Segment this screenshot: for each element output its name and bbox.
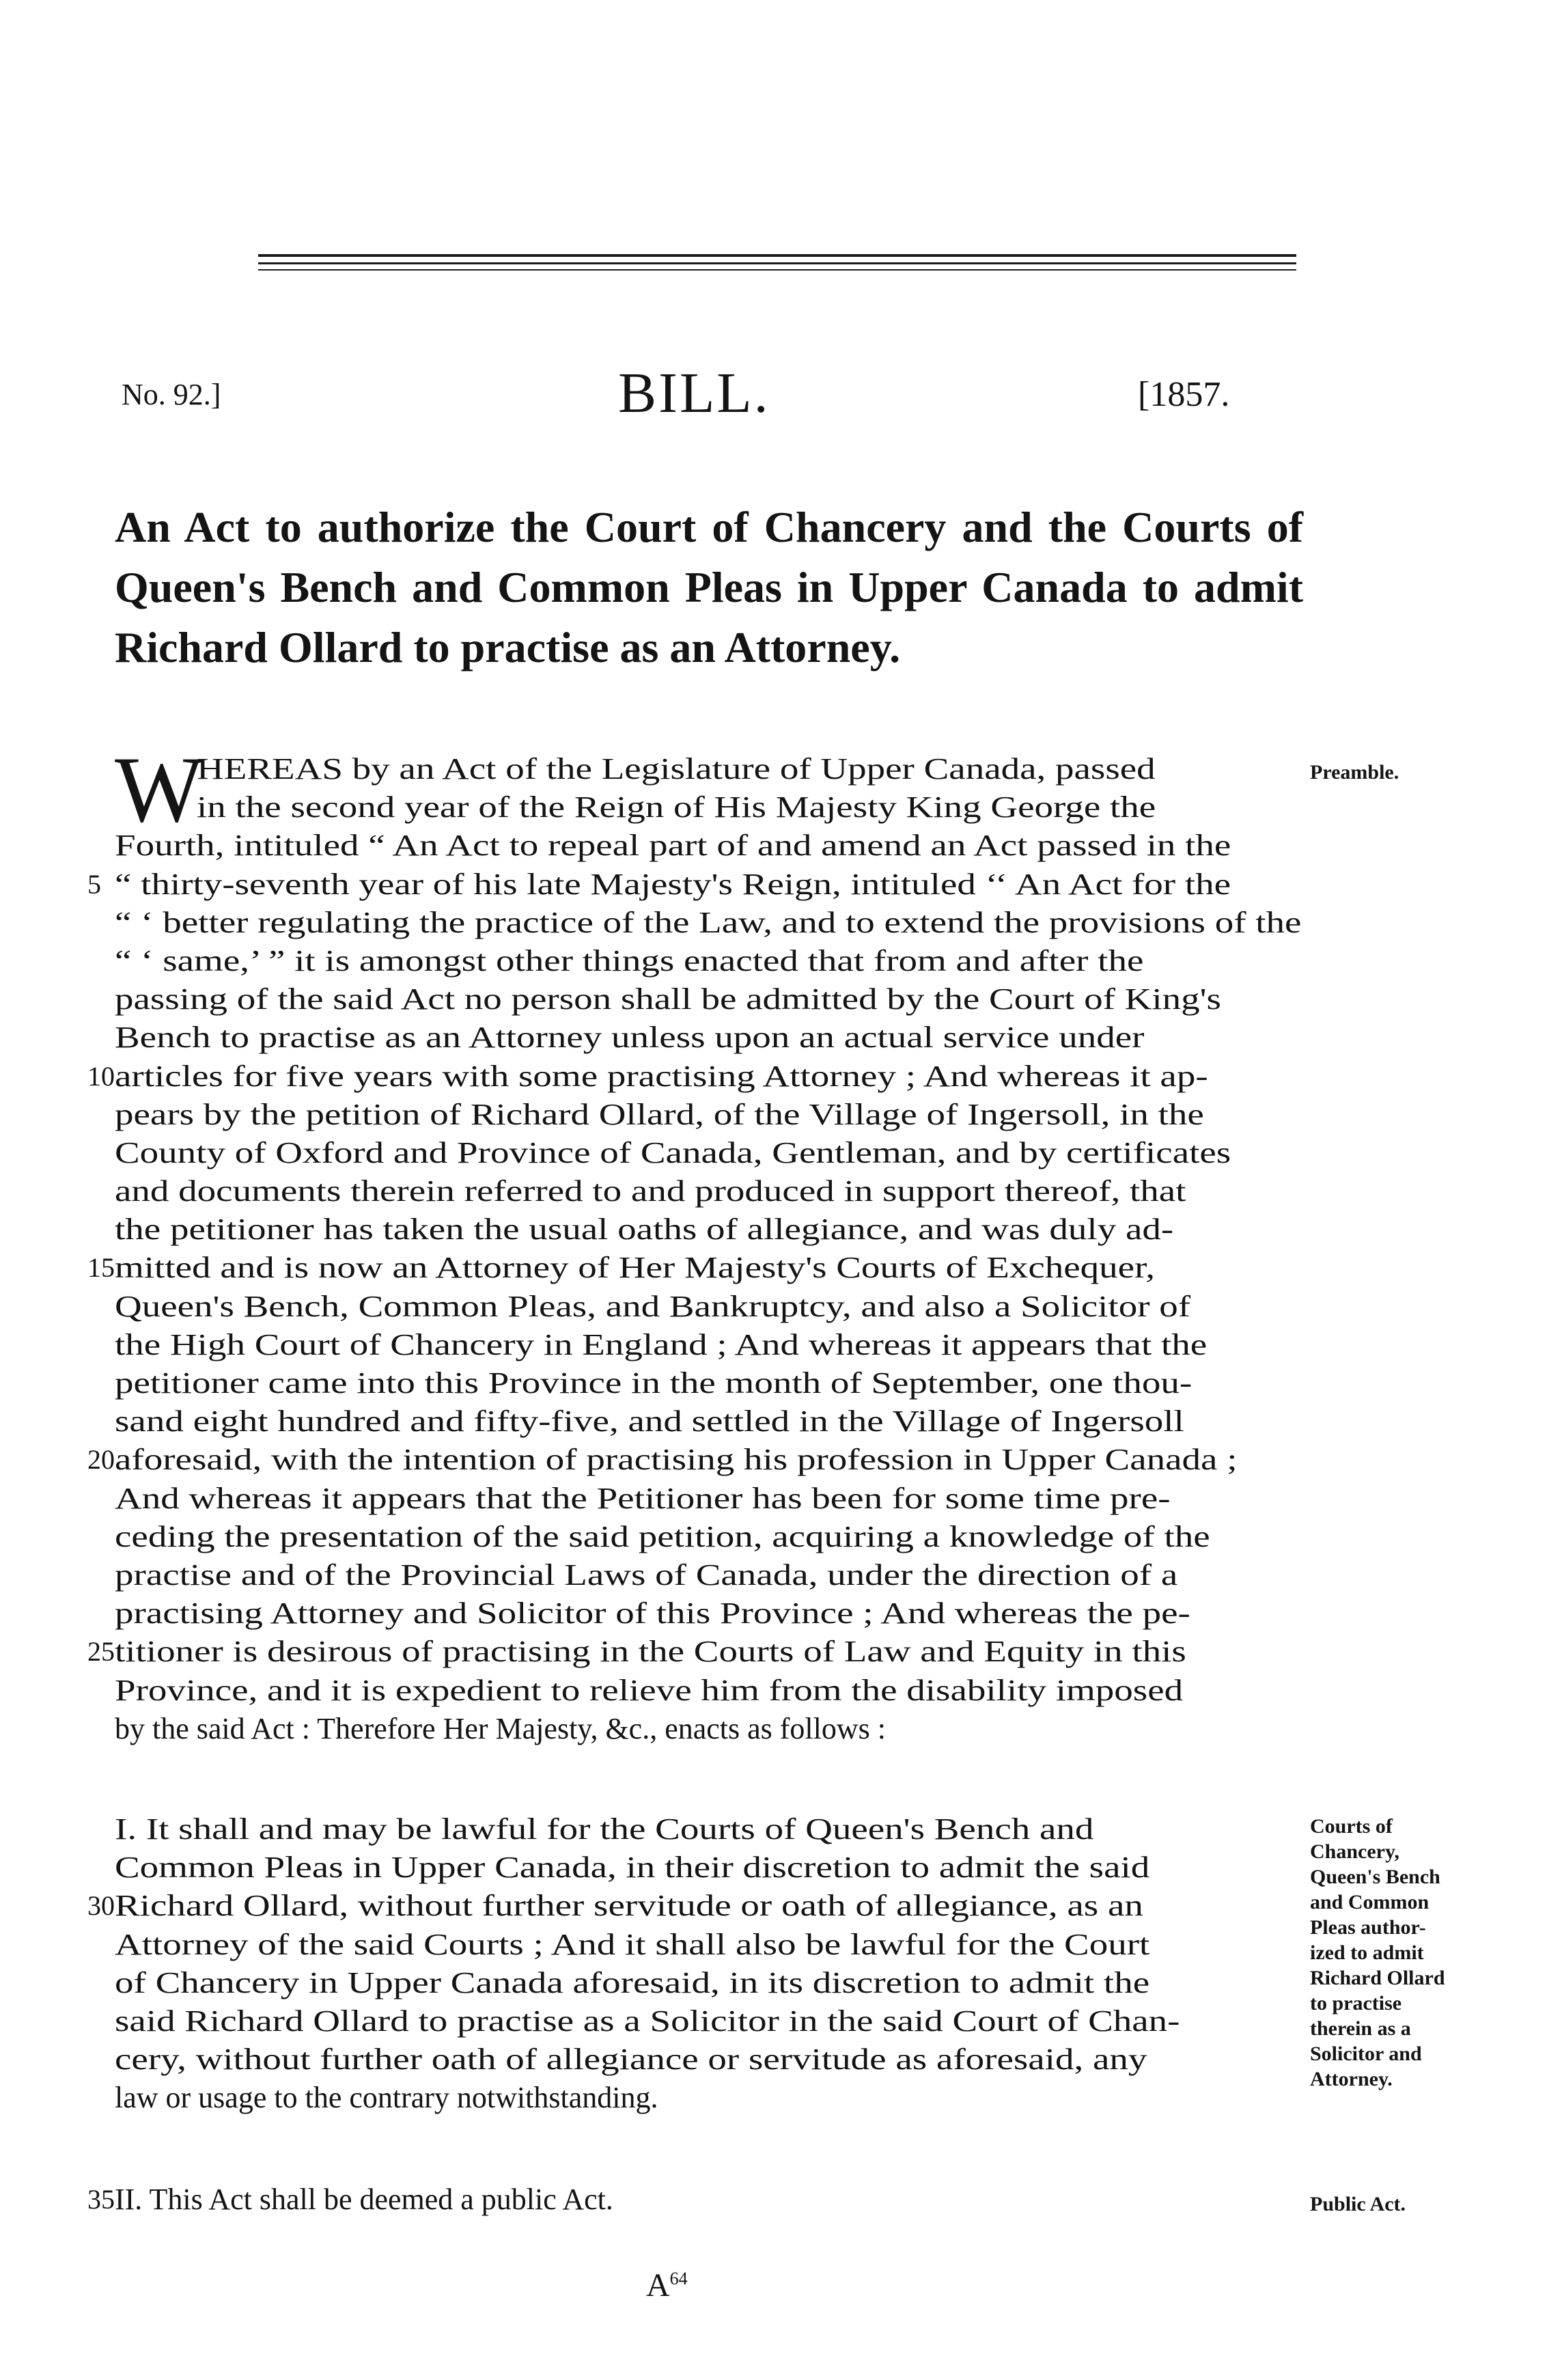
line-text: said Richard Ollard to practise as a Solicitor in the said Court of Chan- xyxy=(115,2004,1180,2038)
line-text: And whereas it appears that the Petitioner has been for some time pre- xyxy=(115,1481,1171,1515)
line-text: the petitioner has taken the usual oaths of allegiance, and was duly ad- xyxy=(115,1213,1174,1247)
preamble-paragraph xyxy=(87,737,1302,1748)
bill-year: [1857. xyxy=(1138,375,1230,414)
section-2-paragraph xyxy=(87,2181,613,2219)
line-number: 5 xyxy=(87,868,101,900)
margin-note-line: Richard Ollard xyxy=(1310,1967,1445,1989)
line-text: Common Pleas in Upper Canada, in their discretion to admit the said xyxy=(115,1851,1150,1885)
line-text: Fourth, intituled “ An Act to repeal part of and amend an Act passed in the xyxy=(115,829,1231,863)
line-text: “ ‘ same,’ ” it is amongst other things enacted that from and after the xyxy=(115,943,1144,978)
line-text: ceding the presentation of the said petition, acquiring a knowledge of the xyxy=(115,1519,1210,1553)
margin-note-line: and Common xyxy=(1310,1891,1429,1913)
line-text: articles for five years with some practising Attorney ; And whereas it ap- xyxy=(115,1059,1208,1093)
margin-note-line: Attorney. xyxy=(1310,2068,1393,2090)
margin-note-section-2: Public Act. xyxy=(1310,2193,1406,2215)
line-text: in the second year of the Reign of His Majesty King George the xyxy=(197,790,1156,825)
margin-note-line: Courts of xyxy=(1310,1815,1393,1838)
margin-note-line: Pleas author- xyxy=(1310,1916,1426,1939)
text-line xyxy=(115,1172,1186,1210)
text-line xyxy=(87,1249,1155,1287)
text-line xyxy=(115,1480,1171,1518)
text-line xyxy=(87,1057,1208,1096)
line-text: law or usage to the contrary notwithstanding. xyxy=(115,2081,658,2115)
line-text: petitioner came into this Province in the month of September, one thou- xyxy=(115,1366,1193,1400)
bill-heading: BILL. xyxy=(618,361,770,425)
line-text: the High Court of Chancery in England ; And whereas it appears that the xyxy=(115,1327,1208,1361)
text-line xyxy=(115,1849,1150,1887)
text-line xyxy=(115,942,1144,980)
line-text: II. This Act shall be deemed a public Act. xyxy=(115,2183,613,2216)
bill-number: No. 92.] xyxy=(122,378,221,411)
text-line xyxy=(87,2181,613,2219)
line-text: Bench to practise as an Attorney unless upon an actual service under xyxy=(115,1021,1145,1055)
margin-note-line: to practise xyxy=(1310,1992,1402,2015)
line-text: Attorney of the said Courts ; And it shall also be lawful for the Court xyxy=(115,1927,1150,1961)
line-text: “ thirty-seventh year of his late Majesty's Reign, intituled ‘‘ An Act for the xyxy=(115,867,1231,901)
margin-note-line: therein as a xyxy=(1310,2017,1411,2040)
line-text: cery, without further oath of allegiance or servitude as aforesaid, any xyxy=(115,2043,1147,2077)
line-number: 35 xyxy=(87,2184,115,2215)
text-line xyxy=(115,1326,1208,1364)
margin-note-line: Chancery, xyxy=(1310,1840,1399,1863)
line-number: 10 xyxy=(87,1060,115,1092)
section-1-paragraph xyxy=(87,1810,1180,2118)
line-text: mitted and is now an Attorney of Her Majesty's Courts of Exchequer, xyxy=(115,1251,1155,1285)
text-line xyxy=(115,1710,1064,1748)
top-rule xyxy=(258,269,1296,271)
text-line xyxy=(115,1810,1094,1849)
line-text: of Chancery in Upper Canada aforesaid, in its discretion to admit the xyxy=(115,1965,1150,2000)
line-text: County of Oxford and Province of Canada, Gentleman, and by certificates xyxy=(115,1135,1231,1170)
drop-cap: W xyxy=(115,737,204,842)
text-line xyxy=(115,1096,1204,1134)
text-line xyxy=(115,1926,1150,1964)
margin-note-line: ized to admit xyxy=(1310,1941,1424,1964)
line-text: pears by the petition of Richard Ollard, of the Village of Ingersoll, in the xyxy=(115,1097,1204,1131)
text-line xyxy=(87,866,1231,904)
line-text: practise and of the Provincial Laws of Canada, under the direction of a xyxy=(115,1558,1178,1592)
line-text: titioner is desirous of practising in the Courts of Law and Equity in this xyxy=(115,1635,1186,1669)
top-rule xyxy=(258,262,1296,264)
act-title: An Act to authorize the Court of Chancery and the Courts of Queen's Bench and Common Pleas in Upper Canada to admit Richard Ollard to practise as an Attorney. xyxy=(115,503,1303,672)
line-text: Richard Ollard, without further servitude or oath of allegiance, as an xyxy=(115,1889,1143,1923)
text-line xyxy=(115,2040,1147,2079)
margin-note-section-1 xyxy=(1310,1814,1445,2092)
line-text: HEREAS by an Act of the Legislature of Upper Canada, passed xyxy=(197,752,1156,786)
line-number: 20 xyxy=(87,1444,115,1476)
line-number: 15 xyxy=(87,1252,115,1284)
line-text: sand eight hundred and fifty-five, and settled in the Village of Ingersoll xyxy=(115,1405,1184,1439)
text-line xyxy=(115,1672,1184,1710)
text-line xyxy=(115,1288,1191,1326)
line-text: aforesaid, with the intention of practising his profession in Upper Canada ; xyxy=(115,1443,1238,1477)
line-text: practising Attorney and Solicitor of this Province ; And whereas the pe- xyxy=(115,1596,1190,1631)
text-line xyxy=(87,1441,1238,1479)
text-line xyxy=(115,904,1302,942)
signature-mark xyxy=(646,2267,688,2304)
line-text: Queen's Bench, Common Pleas, and Bankruptcy, and also a Solicitor of xyxy=(115,1289,1191,1323)
text-line xyxy=(115,1964,1150,2002)
text-line xyxy=(115,1594,1190,1633)
line-text: by the said Act : Therefore Her Majesty, &c., enacts as follows : xyxy=(115,1711,887,1745)
text-line xyxy=(115,1518,1210,1556)
top-rule xyxy=(258,254,1296,257)
line-number: 25 xyxy=(87,1636,115,1668)
margin-note-line: Solicitor and xyxy=(1310,2043,1422,2065)
text-line xyxy=(115,788,1156,827)
line-text: and documents therein referred to and produced in support thereof, that xyxy=(115,1174,1186,1208)
text-line xyxy=(115,2002,1180,2040)
text-line xyxy=(115,980,1221,1019)
line-text: Province, and it is expedient to relieve him from the disability imposed xyxy=(115,1673,1184,1707)
text-line xyxy=(115,1556,1178,1594)
line-text: “ ‘ better regulating the practice of the Law, and to extend the provisions of the xyxy=(115,905,1302,939)
line-text: I. It shall and may be lawful for the Courts of Queen's Bench and xyxy=(115,1812,1094,1846)
line-number: 30 xyxy=(87,1890,115,1922)
margin-note-preamble: Preamble. xyxy=(1310,761,1399,784)
text-line xyxy=(115,1134,1231,1172)
text-line xyxy=(115,1210,1174,1249)
text-line xyxy=(115,750,1156,788)
text-line xyxy=(115,1019,1145,1057)
text-line xyxy=(115,1402,1184,1441)
line-text: passing of the said Act no person shall be admitted by the Court of King's xyxy=(115,982,1221,1016)
text-line xyxy=(115,827,1231,865)
signature-number: 64 xyxy=(669,2269,688,2288)
text-line xyxy=(115,2079,967,2117)
text-line xyxy=(115,1364,1193,1402)
text-line xyxy=(87,1633,1186,1671)
signature-letter: A xyxy=(646,2267,670,2303)
margin-note-line: Queen's Bench xyxy=(1310,1866,1440,1888)
text-line xyxy=(87,1887,1143,1925)
